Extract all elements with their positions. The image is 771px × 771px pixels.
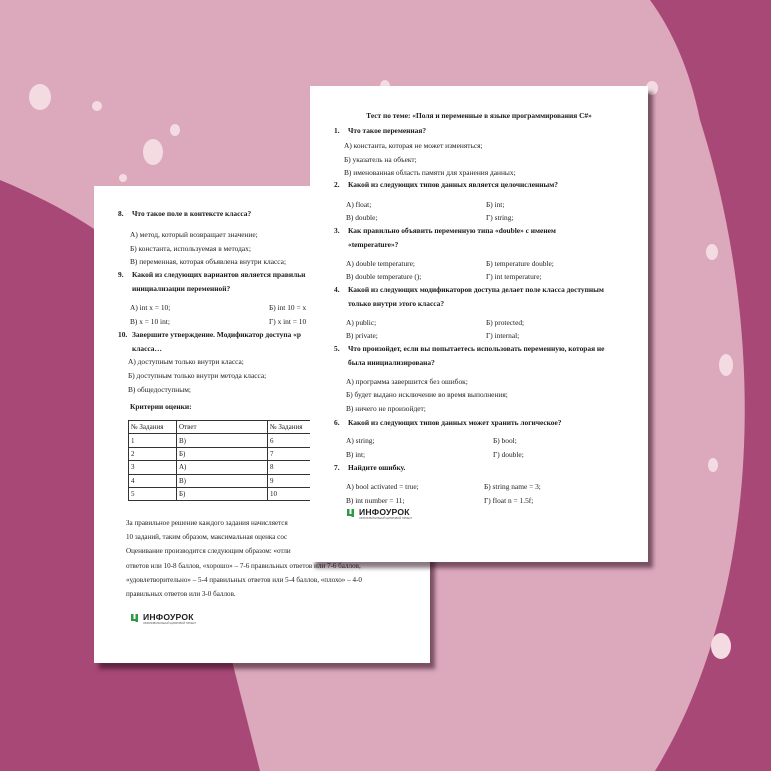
answer-8-a: А) метод, который возвращает значение;	[130, 230, 258, 239]
answer-3-c: В) double temperature ();	[346, 272, 422, 281]
answer-4-d: Г) internal;	[486, 331, 520, 340]
answer-7-b: Б) string name = 3;	[484, 482, 541, 491]
table-cell: 10	[268, 487, 313, 500]
table-cell: 7	[268, 447, 313, 460]
table-row	[129, 474, 313, 487]
table-cell: А)	[177, 461, 268, 474]
question-8: 8. Что такое поле в контексте класса?	[118, 209, 252, 218]
table-cell: 4	[129, 474, 177, 487]
answer-5-b: Б) будет выдано исключение во время выполнения;	[346, 390, 508, 399]
answer-2-a: А) float;	[346, 200, 372, 209]
logo-tagline: ОБРАЗОВАТЕЛЬНЫЙ ЦИФРОВОЙ ПРОЕКТ	[359, 517, 413, 520]
criteria-title: Критерии оценки:	[130, 402, 192, 411]
question-3: 3. Как правильно объявить переменную типа «double» с именем «temperature»?	[334, 226, 556, 249]
answer-8-b: Б) константа, используемая в методах;	[130, 244, 251, 253]
page-title: Тест по теме: «Поля и переменные в языке программирования C#»	[366, 111, 592, 120]
criteria-table	[128, 420, 313, 501]
answer-7-c: В) int number = 11;	[346, 496, 405, 505]
table-cell: Б)	[177, 487, 268, 500]
infourok-logo	[346, 508, 412, 520]
answer-1-a: А) константа, которая не может изменяться;	[344, 141, 483, 150]
infourok-leaf-icon	[346, 508, 357, 518]
table-row	[129, 447, 313, 460]
table-cell: 3	[129, 461, 177, 474]
answer-2-c: В) double;	[346, 213, 378, 222]
answer-7-a: А) bool activated = true;	[346, 482, 419, 491]
answer-4-c: В) private;	[346, 331, 378, 340]
table-cell: 5	[129, 487, 177, 500]
question-6: 6. Какой из следующих типов данных может хранить логическое?	[334, 418, 562, 427]
answer-5-c: В) ничего не произойдет;	[346, 404, 426, 413]
answer-4-b: Б) protected;	[486, 318, 525, 327]
question-9: 9. Какой из следующих вариантов является правильн инициализации переменной?	[118, 270, 306, 293]
answer-6-a: А) string;	[346, 436, 375, 445]
grading-paragraph: За правильное решение каждого задания начисляется 10 заданий, таким образом, максимальная оценка сос Оценивание производится следующим образом: «отли ответов или 10-8 баллов, «хорошо» – 7-6 правильных ответов или 7-6 баллов, «удовлетворительно» – 5-4 правильных ответов или 5-4 баллов, «плохо» – 4-0 правильных ответов или 3-0 баллов.	[126, 519, 362, 599]
question-2: 2. Какой из следующих типов данных является целочисленным?	[334, 180, 558, 189]
question-5: 5. Что произойдет, если вы попытаетесь использовать переменную, которая не была инициализирована?	[334, 344, 605, 367]
answer-6-b: Б) bool;	[493, 436, 517, 445]
logo-brand: ИНФОУРОК	[143, 612, 194, 622]
test-page-front	[310, 86, 648, 562]
table-cell: Б)	[177, 447, 268, 460]
infourok-leaf-icon	[130, 613, 141, 623]
answer-9-c: В) x = 10 int;	[130, 317, 170, 326]
table-header-row	[129, 421, 313, 434]
answer-10-a: А) доступным только внутри класса;	[128, 357, 244, 366]
table-cell: 8	[268, 461, 313, 474]
question-7: 7. Найдите ошибку.	[334, 463, 406, 472]
answer-5-a: А) программа завершится без ошибок;	[346, 377, 468, 386]
question-1: 1. Что такое переменная?	[334, 126, 427, 135]
answer-10-b: Б) доступным только внутри метода класса;	[128, 371, 267, 380]
table-header: № Задания	[268, 421, 313, 434]
answer-1-b: Б) указатель на объект;	[344, 155, 417, 164]
answer-6-c: В) int;	[346, 450, 366, 459]
answer-9-b: Б) int 10 = x	[269, 303, 307, 312]
answer-9-a: А) int x = 10;	[130, 303, 171, 312]
table-row	[129, 487, 313, 500]
table-row	[129, 434, 313, 447]
table-cell: 9	[268, 474, 313, 487]
answer-4-a: А) public;	[346, 318, 377, 327]
table-header: № Задания	[129, 421, 177, 434]
answer-7-d: Г) float n = 1.5f;	[484, 496, 534, 505]
table-cell: В)	[177, 434, 268, 447]
bg-wave-right	[650, 0, 771, 771]
infourok-logo	[130, 613, 196, 625]
answer-3-d: Г) int temperature;	[486, 272, 542, 281]
table-cell: 1	[129, 434, 177, 447]
answer-6-d: Г) double;	[493, 450, 524, 459]
answer-8-c: В) переменная, которая объявлена внутри класса;	[130, 257, 286, 266]
table-cell: 6	[268, 434, 313, 447]
table-cell: В)	[177, 474, 268, 487]
answer-3-a: А) double temperature;	[346, 259, 415, 268]
answer-9-d: Г) x int = 10	[269, 317, 307, 326]
table-row	[129, 461, 313, 474]
answer-10-c: В) общедоступным;	[128, 385, 191, 394]
answer-1-c: В) именованная область памяти для хранения данных;	[344, 168, 516, 177]
answer-3-b: Б) temperature double;	[486, 259, 554, 268]
logo-brand: ИНФОУРОК	[359, 507, 410, 517]
question-4: 4. Какой из следующих модификаторов доступа делает поле класса доступным только внутри этого класса?	[334, 285, 604, 308]
table-cell: 2	[129, 447, 177, 460]
table-header: Ответ	[177, 421, 268, 434]
logo-tagline: ОБРАЗОВАТЕЛЬНЫЙ ЦИФРОВОЙ ПРОЕКТ	[143, 622, 197, 625]
answer-2-b: Б) int;	[486, 200, 505, 209]
question-10: 10. Завершите утверждение. Модификатор доступа «р класса…	[118, 330, 301, 353]
answer-2-d: Г) string;	[486, 213, 514, 222]
